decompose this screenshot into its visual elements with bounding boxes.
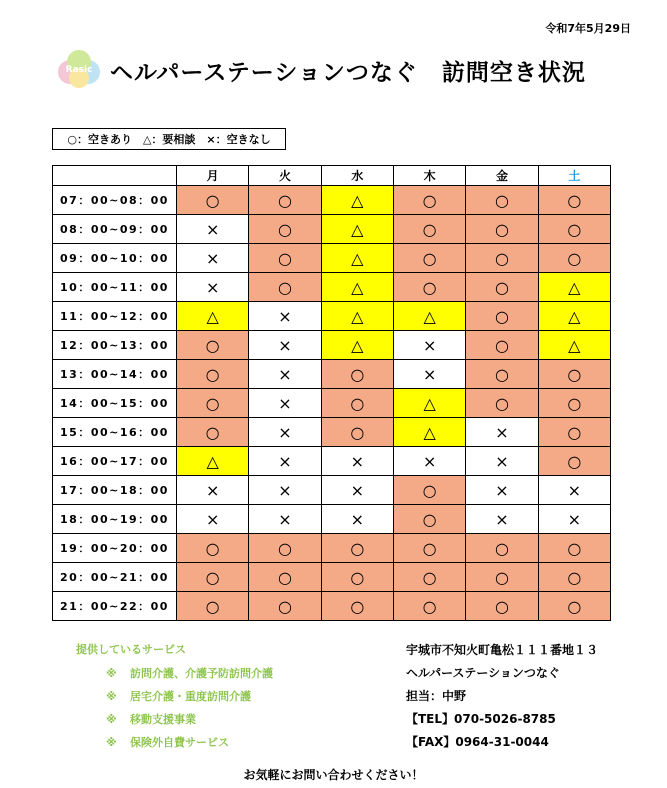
time-slot: 15：00~16：00 bbox=[53, 418, 177, 447]
availability-cell: ○ bbox=[249, 273, 321, 302]
time-slot: 20：00~21：00 bbox=[53, 563, 177, 592]
table-row bbox=[53, 534, 611, 563]
availability-cell: × bbox=[466, 447, 538, 476]
day-header-row bbox=[53, 166, 611, 186]
availability-cell: ○ bbox=[177, 534, 249, 563]
bullet-mark: ※ bbox=[106, 713, 117, 726]
availability-cell: ○ bbox=[538, 563, 610, 592]
availability-cell: × bbox=[177, 215, 249, 244]
footer-message: お気軽にお問い合わせください！ bbox=[243, 768, 424, 782]
availability-cell: △ bbox=[321, 331, 393, 360]
availability-cell: △ bbox=[177, 302, 249, 331]
availability-cell: × bbox=[177, 244, 249, 273]
availability-cell: ○ bbox=[177, 418, 249, 447]
service-item: ※ 居宅介護・重度訪問介護 bbox=[106, 690, 251, 703]
availability-cell: ○ bbox=[538, 447, 610, 476]
fax-number: 【FAX】0964-31-0044 bbox=[406, 735, 549, 749]
availability-cell: ○ bbox=[538, 360, 610, 389]
availability-cell: △ bbox=[538, 302, 610, 331]
availability-cell: ○ bbox=[249, 215, 321, 244]
table-row bbox=[53, 302, 611, 331]
time-slot: 08：00~09：00 bbox=[53, 215, 177, 244]
availability-cell: ○ bbox=[466, 244, 538, 273]
availability-cell: △ bbox=[321, 186, 393, 215]
availability-cell: ○ bbox=[466, 389, 538, 418]
corner-cell bbox=[53, 166, 177, 186]
availability-cell: △ bbox=[321, 273, 393, 302]
availability-cell: × bbox=[321, 476, 393, 505]
availability-cell: ○ bbox=[466, 360, 538, 389]
availability-cell: × bbox=[321, 447, 393, 476]
day-header-sat: 土 bbox=[538, 166, 610, 186]
table-row bbox=[53, 244, 611, 273]
time-slot: 11：00~12：00 bbox=[53, 302, 177, 331]
day-header-mon: 月 bbox=[177, 166, 249, 186]
table-row bbox=[53, 360, 611, 389]
logo-text: Rasic bbox=[65, 65, 93, 75]
availability-cell: × bbox=[466, 505, 538, 534]
bullet-mark: ※ bbox=[106, 667, 117, 680]
availability-cell: × bbox=[249, 389, 321, 418]
table-row bbox=[53, 273, 611, 302]
availability-cell: ○ bbox=[466, 592, 538, 621]
day-header-fri: 金 bbox=[466, 166, 538, 186]
table-row bbox=[53, 331, 611, 360]
availability-cell: ○ bbox=[393, 186, 465, 215]
availability-cell: ○ bbox=[466, 563, 538, 592]
availability-cell: ○ bbox=[321, 418, 393, 447]
availability-cell: ○ bbox=[249, 592, 321, 621]
availability-cell: ○ bbox=[538, 418, 610, 447]
table-row bbox=[53, 447, 611, 476]
availability-cell: × bbox=[249, 418, 321, 447]
availability-cell: ○ bbox=[177, 563, 249, 592]
availability-cell: ○ bbox=[249, 563, 321, 592]
availability-cell: × bbox=[249, 360, 321, 389]
contact-info bbox=[406, 641, 598, 756]
day-header-thu: 木 bbox=[393, 166, 465, 186]
availability-cell: ○ bbox=[321, 360, 393, 389]
day-header-wed: 水 bbox=[321, 166, 393, 186]
availability-cell: △ bbox=[321, 244, 393, 273]
table-row bbox=[53, 215, 611, 244]
availability-cell: ○ bbox=[249, 244, 321, 273]
availability-cell: ○ bbox=[393, 534, 465, 563]
availability-cell: ○ bbox=[177, 389, 249, 418]
availability-cell: ○ bbox=[538, 534, 610, 563]
availability-cell: ○ bbox=[393, 273, 465, 302]
availability-cell: △ bbox=[393, 389, 465, 418]
availability-cell: × bbox=[177, 505, 249, 534]
availability-cell: ○ bbox=[466, 215, 538, 244]
time-slot: 19：00~20：00 bbox=[53, 534, 177, 563]
time-slot: 18：00~19：00 bbox=[53, 505, 177, 534]
availability-cell: ○ bbox=[466, 331, 538, 360]
bullet-mark: ※ bbox=[106, 690, 117, 703]
table-row bbox=[53, 505, 611, 534]
availability-cell: ○ bbox=[393, 563, 465, 592]
availability-cell: × bbox=[321, 505, 393, 534]
availability-cell: ○ bbox=[177, 186, 249, 215]
services-heading: 提供しているサービス bbox=[76, 643, 186, 656]
availability-cell: ○ bbox=[466, 534, 538, 563]
availability-cell: × bbox=[393, 360, 465, 389]
availability-cell: ○ bbox=[177, 331, 249, 360]
availability-cell: ○ bbox=[321, 592, 393, 621]
availability-cell: × bbox=[177, 273, 249, 302]
table-row bbox=[53, 476, 611, 505]
time-slot: 10：00~11：00 bbox=[53, 273, 177, 302]
phone-number: 【TEL】070-5026-8785 bbox=[406, 712, 556, 726]
availability-cell: × bbox=[466, 476, 538, 505]
availability-cell: ○ bbox=[538, 389, 610, 418]
availability-cell: × bbox=[538, 476, 610, 505]
time-slot: 07：00~08：00 bbox=[53, 186, 177, 215]
availability-cell: ○ bbox=[466, 302, 538, 331]
time-slot: 13：00~14：00 bbox=[53, 360, 177, 389]
availability-cell: × bbox=[393, 331, 465, 360]
table-row bbox=[53, 592, 611, 621]
service-item: ※ 訪問介護、介護予防訪問介護 bbox=[106, 667, 273, 680]
address: 宇城市不知火町亀松１１１番地１３ bbox=[406, 643, 599, 657]
availability-cell: ○ bbox=[538, 244, 610, 273]
availability-cell: × bbox=[466, 418, 538, 447]
availability-cell: △ bbox=[177, 447, 249, 476]
availability-cell: ○ bbox=[249, 534, 321, 563]
availability-cell: ○ bbox=[538, 592, 610, 621]
status-legend: ○：空きあり △：要相談 ×：空きなし bbox=[52, 128, 286, 150]
availability-table bbox=[52, 165, 611, 621]
availability-cell: ○ bbox=[393, 505, 465, 534]
availability-cell: ○ bbox=[393, 244, 465, 273]
availability-cell: ○ bbox=[393, 476, 465, 505]
time-slot: 17：00~18：00 bbox=[53, 476, 177, 505]
availability-cell: × bbox=[393, 447, 465, 476]
availability-cell: ○ bbox=[538, 215, 610, 244]
day-header-tue: 火 bbox=[249, 166, 321, 186]
availability-cell: × bbox=[249, 505, 321, 534]
schedule-body bbox=[53, 186, 611, 621]
availability-cell: ○ bbox=[393, 592, 465, 621]
availability-cell: ○ bbox=[321, 389, 393, 418]
issue-date: 令和7年5月29日 bbox=[545, 22, 631, 35]
availability-cell: × bbox=[249, 331, 321, 360]
time-slot: 16：00~17：00 bbox=[53, 447, 177, 476]
availability-cell: ○ bbox=[538, 186, 610, 215]
availability-cell: △ bbox=[321, 302, 393, 331]
bullet-mark: ※ bbox=[106, 736, 117, 749]
table-row bbox=[53, 389, 611, 418]
office-name: ヘルパーステーションつなぐ bbox=[406, 666, 560, 680]
availability-cell: △ bbox=[538, 273, 610, 302]
availability-cell: ○ bbox=[321, 563, 393, 592]
availability-cell: ○ bbox=[177, 592, 249, 621]
availability-cell: × bbox=[538, 505, 610, 534]
availability-cell: × bbox=[249, 476, 321, 505]
table-row bbox=[53, 418, 611, 447]
services-section bbox=[76, 641, 273, 757]
service-item: ※ 移動支援事業 bbox=[106, 713, 196, 726]
time-slot: 09：00~10：00 bbox=[53, 244, 177, 273]
time-slot: 21：00~22：00 bbox=[53, 592, 177, 621]
availability-cell: △ bbox=[538, 331, 610, 360]
table-row bbox=[53, 563, 611, 592]
service-item: ※ 保険外自費サービス bbox=[106, 736, 229, 749]
time-slot: 14：00~15：00 bbox=[53, 389, 177, 418]
page-title: ヘルパーステーションつなぐ 訪問空き状況 bbox=[110, 60, 586, 86]
availability-cell: × bbox=[249, 302, 321, 331]
availability-cell: ○ bbox=[466, 186, 538, 215]
availability-cell: △ bbox=[321, 215, 393, 244]
availability-cell: ○ bbox=[321, 534, 393, 563]
availability-cell: ○ bbox=[393, 215, 465, 244]
availability-cell: ○ bbox=[249, 186, 321, 215]
availability-cell: × bbox=[177, 476, 249, 505]
rasic-logo bbox=[56, 48, 102, 90]
contact-person: 担当：中野 bbox=[406, 689, 467, 703]
availability-cell: ○ bbox=[177, 360, 249, 389]
table-row bbox=[53, 186, 611, 215]
availability-cell: △ bbox=[393, 302, 465, 331]
availability-cell: ○ bbox=[466, 273, 538, 302]
availability-cell: × bbox=[249, 447, 321, 476]
availability-cell: △ bbox=[393, 418, 465, 447]
time-slot: 12：00~13：00 bbox=[53, 331, 177, 360]
